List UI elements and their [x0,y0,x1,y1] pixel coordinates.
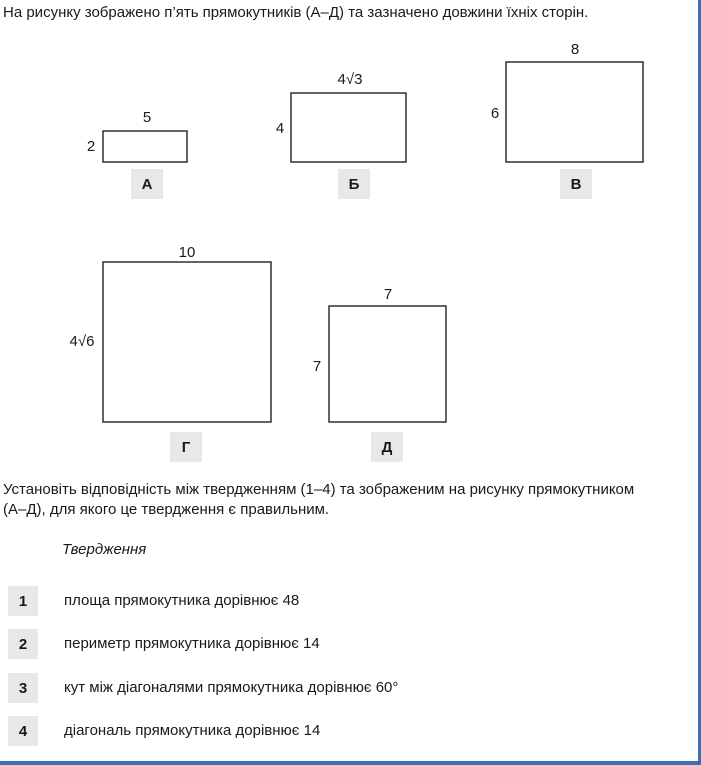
rectangle-b [276,71,406,199]
statement-number: 4 [8,716,38,746]
statement-row [8,586,648,616]
rect-v-left-label: 6 [490,105,500,122]
statement-number: 3 [8,673,38,703]
rect-a-letter: А [141,176,153,193]
statement-text: кут між діагоналями прямокутника дорівнює 60° [64,679,399,696]
rectangle-v [491,41,643,199]
page-frame-bottom [0,761,701,765]
rect-v-letter: В [570,176,582,193]
rect-v-top-label: 8 [570,41,580,58]
statement-text: діагональ прямокутника дорівнює 14 [64,722,321,739]
rect-b-left-label: 4 [275,120,285,137]
task-text: Установіть відповідність між твердженням (1–4) та зображеним на рисунку прямокутником (А–Д), для якого це твердження є правильним. [3,481,635,518]
statement-row [8,716,648,746]
statements-header: Твердження [62,541,147,558]
rect-a-left-label: 2 [86,138,96,155]
rect-b-top-label: 4√3 [337,71,363,88]
rect-a-top-label: 5 [142,109,152,126]
rect-g-letter: Г [181,439,191,456]
statement-number: 1 [8,586,38,616]
rectangle-d [313,286,446,462]
rect-g-top-label: 10 [178,244,196,261]
statement-number: 2 [8,629,38,659]
rect-b-letter: Б [348,176,360,193]
statement-row [8,629,648,659]
rect-d-left-label: 7 [312,358,322,375]
rectangle-a [87,109,187,199]
rect-d-letter: Д [381,439,393,456]
rect-d-top-label: 7 [383,286,393,303]
rect-g-left-label: 4√6 [69,333,95,350]
statement-row [8,673,648,703]
statement-text: площа прямокутника дорівнює 48 [64,592,300,609]
rectangle-g [70,244,271,462]
intro-text: На рисунку зображено п’ять прямокутників (А–Д) та зазначено довжини їхніх сторін. [3,4,589,21]
statement-text: периметр прямокутника дорівнює 14 [64,635,320,652]
